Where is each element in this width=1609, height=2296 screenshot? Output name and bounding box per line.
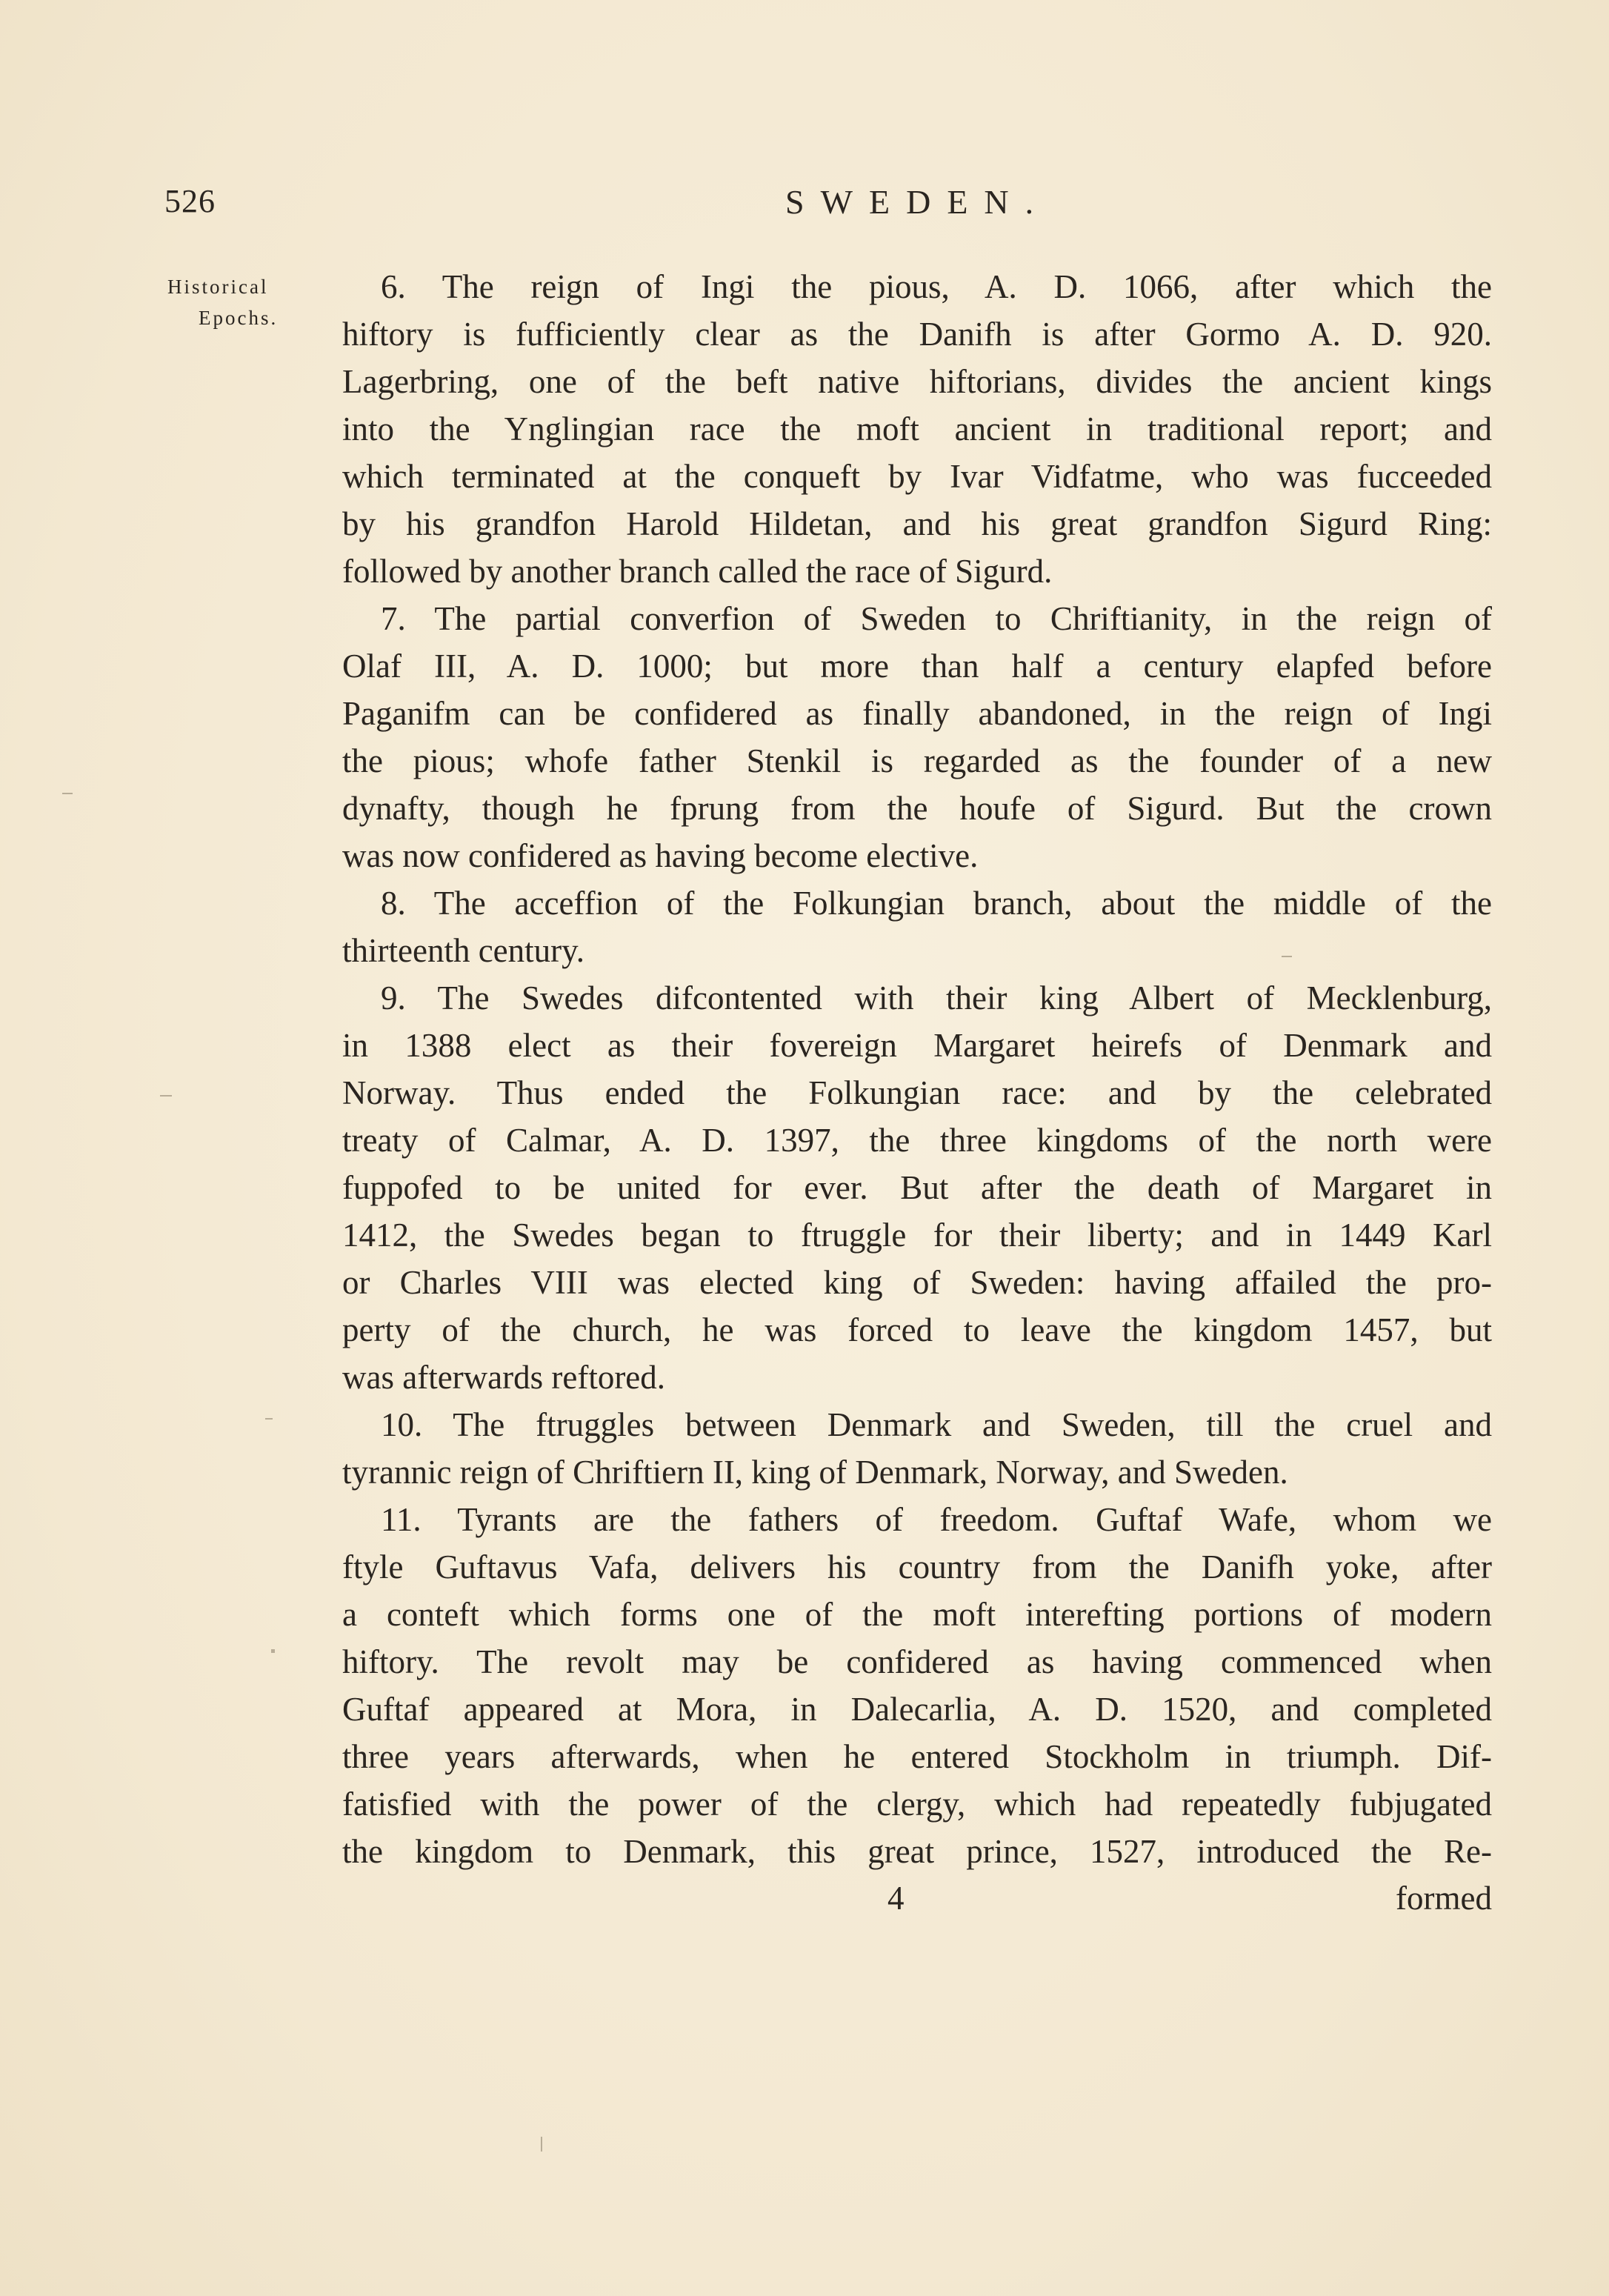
page-number: 526: [164, 183, 216, 219]
catchword: formed: [1396, 1880, 1492, 1917]
text-line: a conteft which forms one of the moft interefting portions of modern: [342, 1596, 1492, 1633]
text-line: was afterwards reftored.: [342, 1359, 666, 1396]
paper-speck: [541, 2137, 542, 2152]
body-text: [342, 263, 1492, 1875]
text-line: the kingdom to Denmark, this great prince, 1527, introduced the Re-: [342, 1833, 1492, 1870]
text-line: 6. The reign of Ingi the pious, A. D. 1066, after which the: [381, 268, 1492, 305]
text-line: into the Ynglingian race the moft ancient in traditional report; and: [342, 410, 1492, 447]
paper-speck: [62, 793, 73, 794]
paper-speck: [1282, 956, 1292, 957]
text-line: which terminated at the conqueft by Ivar Vidfatme, who was fucceeded: [342, 458, 1492, 495]
text-line: in 1388 elect as their fovereign Margaret heirefs of Denmark and: [342, 1027, 1492, 1064]
text-line: hiftory. The revolt may be confidered as having commenced when: [342, 1643, 1492, 1680]
text-line: Paganifm can be confidered as finally abandoned, in the reign of Ingi: [342, 695, 1492, 732]
text-line: or Charles VIII was elected king of Sweden: having affailed the pro-: [342, 1264, 1492, 1301]
text-line: Guftaf appeared at Mora, in Dalecarlia, A. D. 1520, and completed: [342, 1691, 1492, 1728]
text-line: dynafty, though he fprung from the houfe of Sigurd. But the crown: [342, 790, 1492, 827]
paper-speck: [265, 1418, 273, 1420]
paper-speck: [160, 1095, 172, 1097]
text-line: 8. The acceffion of the Folkungian branch, about the middle of the: [381, 885, 1492, 922]
text-line: fatisfied with the power of the clergy, which had repeatedly fubjugated: [342, 1786, 1492, 1823]
text-line: tyrannic reign of Chriftiern II, king of Denmark, Norway, and Sweden.: [342, 1454, 1288, 1491]
margin-note-line: Historical: [167, 276, 269, 298]
text-line: by his grandfon Harold Hildetan, and his great grandfon Sigurd Ring:: [342, 505, 1492, 542]
text-line: 7. The partial converfion of Sweden to Chriftianity, in the reign of: [381, 600, 1492, 637]
text-line: ftyle Guftavus Vafa, delivers his country from the Danifh yoke, after: [342, 1548, 1492, 1585]
running-head: SWEDEN.: [785, 183, 1050, 221]
footer-line: [342, 1874, 1492, 1922]
text-line: three years afterwards, when he entered Stockholm in triumph. Dif-: [342, 1738, 1492, 1775]
margin-note-line: Epochs.: [199, 307, 279, 329]
margin-note: [167, 271, 330, 333]
text-line: treaty of Calmar, A. D. 1397, the three kingdoms of the north were: [342, 1122, 1492, 1159]
text-line: the pious; whofe father Stenkil is regarded as the founder of a new: [342, 742, 1492, 779]
text-line: followed by another branch called the race of Sigurd.: [342, 553, 1053, 590]
text-line: 11. Tyrants are the fathers of freedom. Guftaf Wafe, whom we: [381, 1501, 1492, 1538]
text-line: Olaf III, A. D. 1000; but more than half a century elapfed before: [342, 648, 1492, 685]
text-line: hiftory is fufficiently clear as the Danifh is after Gormo A. D. 920.: [342, 316, 1492, 353]
text-line: was now confidered as having become elective.: [342, 837, 979, 874]
text-line: perty of the church, he was forced to leave the kingdom 1457, but: [342, 1311, 1492, 1348]
text-line: Norway. Thus ended the Folkungian race: and by the celebrated: [342, 1074, 1492, 1111]
text-line: 9. The Swedes difcontented with their king Albert of Mecklenburg,: [381, 979, 1492, 1016]
paper-speck: [271, 1649, 275, 1653]
text-line: Lagerbring, one of the beft native hiftorians, divides the ancient kings: [342, 363, 1492, 400]
signature-mark: 4: [887, 1880, 905, 1917]
text-line: 10. The ftruggles between Denmark and Sweden, till the cruel and: [381, 1406, 1492, 1443]
text-line: 1412, the Swedes began to ftruggle for their liberty; and in 1449 Karl: [342, 1217, 1492, 1254]
text-line: thirteenth century.: [342, 932, 584, 969]
text-line: fuppofed to be united for ever. But after the death of Margaret in: [342, 1169, 1492, 1206]
